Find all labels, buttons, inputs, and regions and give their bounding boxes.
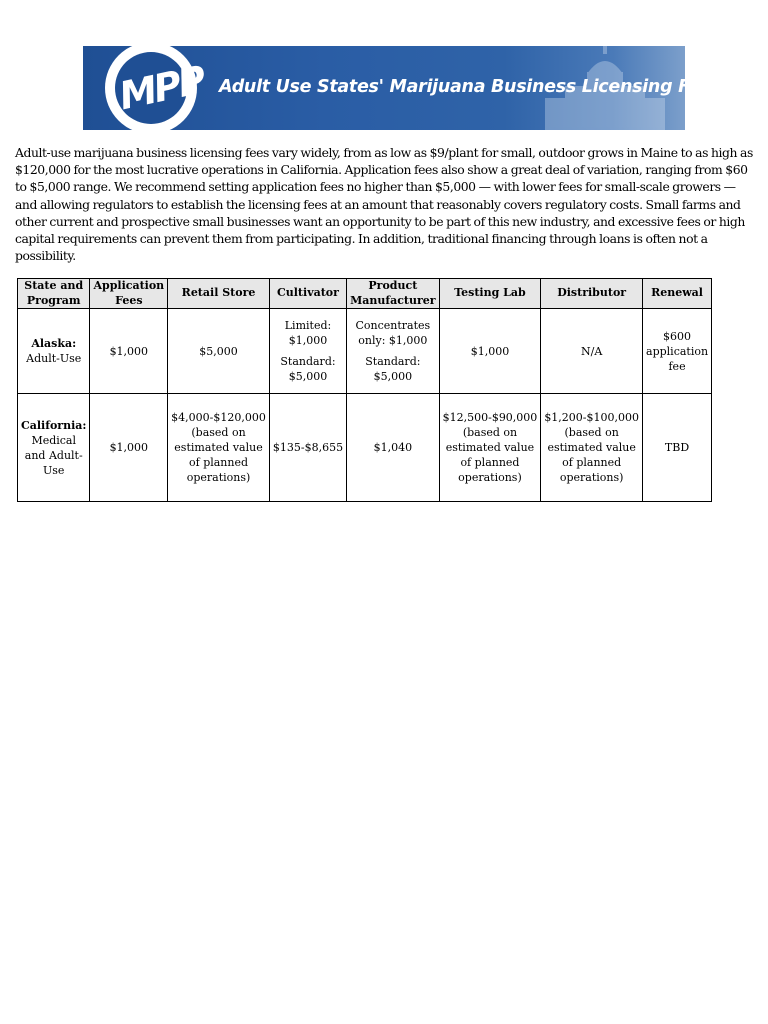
state-cell <box>18 309 90 394</box>
intro-paragraph: Adult-use marijuana business licensing fees vary widely, from as low as $9/plant for small, outdoor grows in Maine to as high as $120,000 for the most lucrative operations in California. Application fees also show a great deal of variation, ranging from $60 to $5,000 range. We recommend setting application fees no higher than $5,000 — with lower fees for small-scale growers — and allowing regulators to establish the licensing fees at an amount that reasonably covers regulatory costs. Small farms and other current and prospective small businesses want an opportunity to be part of this new industry, and excessive fees or high capital requirements can prevent them from participating. In addition, traditional financing through loans is often not a possibility. <box>15 145 753 264</box>
header-distributor: Distributor <box>541 279 643 309</box>
testing-lab-cell: $12,500-$90,000 (based on estimated value of planned operations) <box>439 394 541 502</box>
header-application-fees: Application Fees <box>90 279 168 309</box>
header-banner <box>83 46 722 130</box>
manufacturer-cell <box>347 309 440 394</box>
cultivator-cell <box>269 309 346 394</box>
header-retail-store: Retail Store <box>168 279 270 309</box>
state-name: California: <box>21 418 87 432</box>
table-row <box>18 394 712 502</box>
header-cultivator: Cultivator <box>269 279 346 309</box>
cultivator-fee-line: Standard: $5,000 <box>280 355 336 383</box>
manufacturer-fee-line: $1,040 <box>373 441 413 454</box>
table-header-row <box>18 279 712 309</box>
manufacturer-cell <box>347 394 440 502</box>
header-product-manufacturer: Product Manufacturer <box>347 279 440 309</box>
distributor-cell: N/A <box>541 309 643 394</box>
application-fee-cell: $1,000 <box>90 309 168 394</box>
state-cell <box>18 394 90 502</box>
logo-text: MPP <box>115 57 208 119</box>
retail-store-cell: $4,000-$120,000 (based on estimated value of planned operations) <box>168 394 270 502</box>
table-row <box>18 309 712 394</box>
testing-lab-cell: $1,000 <box>439 309 541 394</box>
application-fee-cell: $1,000 <box>90 394 168 502</box>
header-testing-lab: Testing Lab <box>439 279 541 309</box>
renewal-cell: TBD <box>643 394 712 502</box>
header-state-program: State and Program <box>18 279 90 309</box>
page-title: Adult Use States' Marijuana Business Licensing Fees <box>219 77 722 97</box>
program-name: Adult-Use <box>26 352 82 365</box>
program-name: Medical and Adult-Use <box>24 433 83 477</box>
cultivator-cell <box>269 394 346 502</box>
cultivator-fee-line: Limited: $1,000 <box>284 319 332 347</box>
licensing-fees-table <box>17 278 712 502</box>
mpp-logo <box>105 42 208 134</box>
header-renewal: Renewal <box>643 279 712 309</box>
distributor-cell: $1,200-$100,000 (based on estimated value of planned operations) <box>541 394 643 502</box>
manufacturer-fee-line: Standard: $5,000 <box>365 355 421 383</box>
manufacturer-fee-line: Concentrates only: $1,000 <box>355 319 431 347</box>
retail-store-cell: $5,000 <box>168 309 270 394</box>
renewal-cell: $600 application fee <box>643 309 712 394</box>
state-name: Alaska: <box>31 337 77 350</box>
cultivator-fee-line: $135-$8,655 <box>272 441 344 454</box>
